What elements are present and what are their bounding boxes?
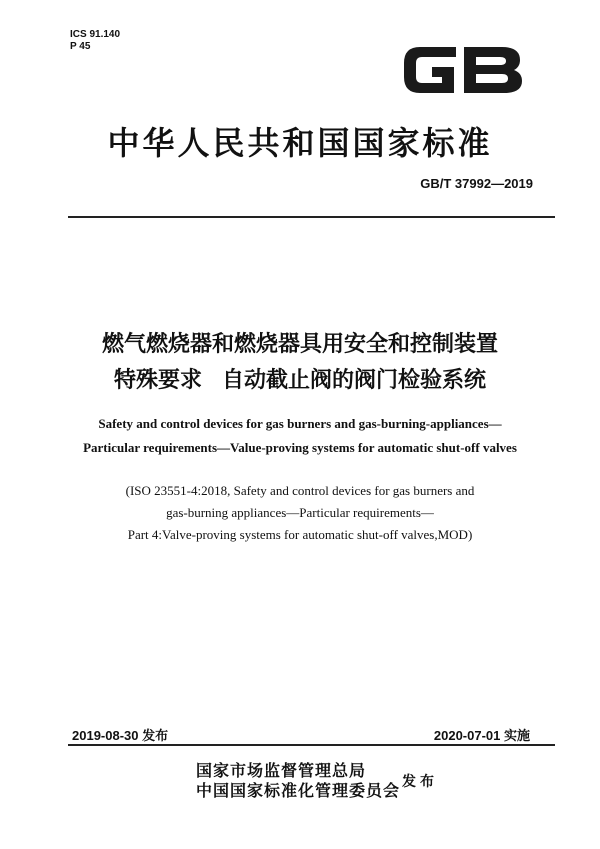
category-code: P 45 xyxy=(70,41,91,52)
chinese-title-line-1: 燃气燃烧器和燃烧器具用安全和控制装置 xyxy=(101,332,498,357)
iso-reference-line-2: gas-burning appliances—Particular requirements— xyxy=(166,505,434,520)
issue-date: 2019-08-30 发布 xyxy=(72,728,169,743)
implementation-date: 2020-07-01 实施 xyxy=(433,728,530,743)
iso-reference-line-3: Part 4:Valve-proving systems for automatic shut-off valves,MOD) xyxy=(127,527,473,542)
english-title-line-2: Particular requirements—Value-proving systems for automatic shut-off valves xyxy=(83,440,517,455)
chinese-title-part-b: 自动截止阀的阀门检验系统 xyxy=(222,368,487,393)
gb-logo xyxy=(398,41,528,99)
chinese-title-line-2 xyxy=(0,368,600,394)
issuer-line-1: 国家市场监督管理总局 xyxy=(196,761,367,780)
main-title: 中华人民共和国国家标准 xyxy=(107,124,493,162)
english-title-line-1: Safety and control devices for gas burners and gas-burning-appliances— xyxy=(98,416,502,431)
iso-reference-line-1: (ISO 23551-4:2018, Safety and control devices for gas burners and xyxy=(125,483,475,498)
top-divider xyxy=(68,216,555,218)
publish-label: 发布 xyxy=(402,774,438,790)
ics-code: ICS 91.140 xyxy=(70,29,121,40)
bottom-divider xyxy=(68,744,555,746)
classification-codes xyxy=(70,29,120,53)
issuer-line-2: 中国国家标准化管理委员会 xyxy=(196,781,401,800)
chinese-title-part-a: 特殊要求 xyxy=(113,368,202,393)
standard-number: GB/T 37992—2019 xyxy=(420,176,533,191)
